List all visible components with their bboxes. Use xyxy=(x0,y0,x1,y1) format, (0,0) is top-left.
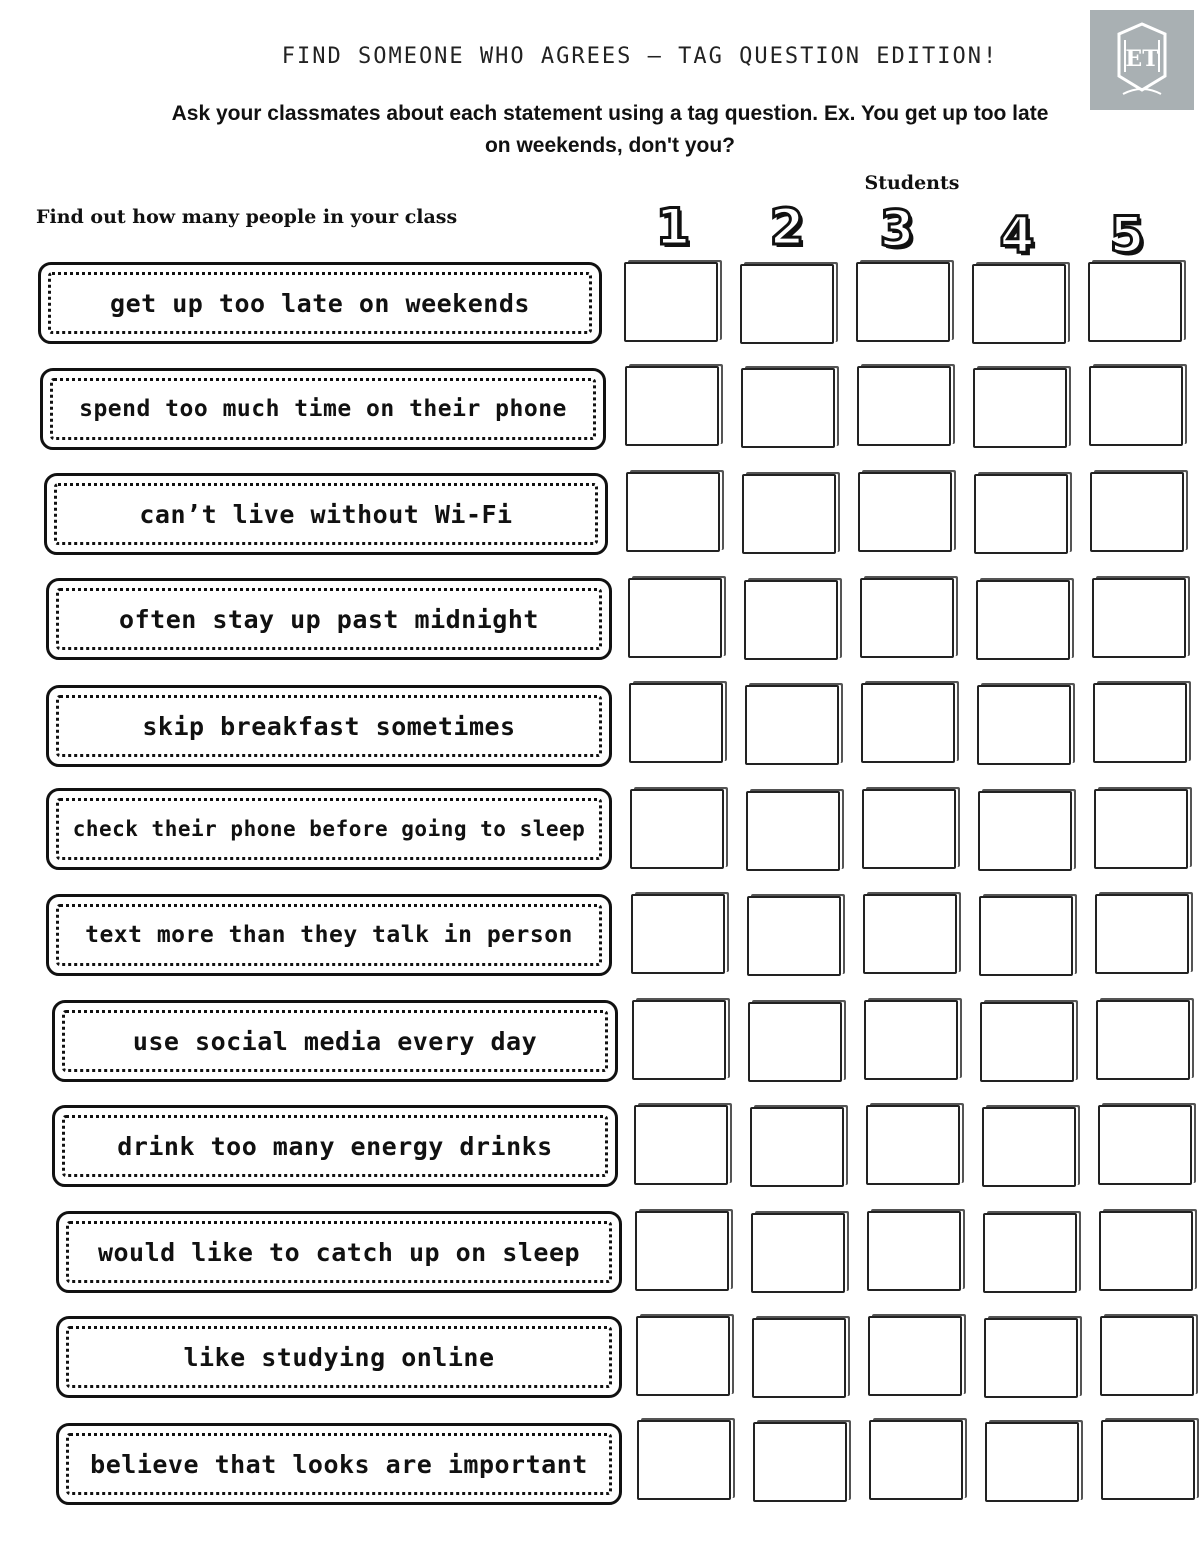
tally-box-r9-c3[interactable] xyxy=(866,1105,960,1185)
tally-box-r7-c2[interactable] xyxy=(747,896,841,976)
tally-box-r9-c5[interactable] xyxy=(1098,1105,1192,1185)
tally-box-r5-c4[interactable] xyxy=(977,685,1071,765)
statement-text: check their phone before going to sleep xyxy=(56,798,602,860)
tally-box-r8-c3[interactable] xyxy=(864,1000,958,1080)
tally-box-r11-c1[interactable] xyxy=(636,1316,730,1396)
tally-box-r7-c4[interactable] xyxy=(979,896,1073,976)
tally-box-r12-c4[interactable] xyxy=(985,1422,1079,1502)
tally-box-r3-c2[interactable] xyxy=(742,474,836,554)
logo xyxy=(1090,10,1194,110)
tally-box-r6-c5[interactable] xyxy=(1094,789,1188,869)
tally-box-r3-c3[interactable] xyxy=(858,472,952,552)
statement-text: get up too late on weekends xyxy=(48,272,592,334)
tally-box-r11-c5[interactable] xyxy=(1100,1316,1194,1396)
instructions: Ask your classmates about each statement using a tag question. Ex. You get up too late on weekends, don't you? xyxy=(171,102,1049,157)
book-logo-icon xyxy=(1107,20,1177,100)
find-out-label: Find out how many people in your class xyxy=(36,206,458,228)
tally-box-r5-c3[interactable] xyxy=(861,683,955,763)
tally-box-r2-c5[interactable] xyxy=(1089,366,1183,446)
column-number-5: 5 xyxy=(1109,206,1145,264)
statement-text: would like to catch up on sleep xyxy=(66,1221,612,1283)
tally-box-r3-c4[interactable] xyxy=(974,474,1068,554)
tally-box-r2-c3[interactable] xyxy=(857,366,951,446)
tally-box-r8-c5[interactable] xyxy=(1096,1000,1190,1080)
tally-box-r4-c4[interactable] xyxy=(976,580,1070,660)
tally-box-r5-c5[interactable] xyxy=(1093,683,1187,763)
tally-box-r4-c1[interactable] xyxy=(628,578,722,658)
statement-text: spend too much time on their phone xyxy=(50,378,596,440)
tally-box-r10-c5[interactable] xyxy=(1099,1211,1193,1291)
tally-box-r4-c5[interactable] xyxy=(1092,578,1186,658)
statement-text: text more than they talk in person xyxy=(56,904,602,966)
statement-row-2 xyxy=(40,368,606,450)
column-number-2: 2 xyxy=(769,198,805,256)
statement-text: believe that looks are important xyxy=(66,1433,612,1495)
statement-text: like studying online xyxy=(66,1326,612,1388)
statement-row-6 xyxy=(46,788,612,870)
tally-box-r8-c4[interactable] xyxy=(980,1002,1074,1082)
tally-box-r9-c2[interactable] xyxy=(750,1107,844,1187)
statement-row-10 xyxy=(56,1211,622,1293)
tally-box-r1-c5[interactable] xyxy=(1088,262,1182,342)
statement-row-4 xyxy=(46,578,612,660)
tally-box-r7-c5[interactable] xyxy=(1095,894,1189,974)
statement-row-7 xyxy=(46,894,612,976)
tally-box-r11-c2[interactable] xyxy=(752,1318,846,1398)
tally-box-r6-c3[interactable] xyxy=(862,789,956,869)
tally-box-r4-c3[interactable] xyxy=(860,578,954,658)
tally-box-r7-c3[interactable] xyxy=(863,894,957,974)
tally-box-r9-c1[interactable] xyxy=(634,1105,728,1185)
tally-box-r9-c4[interactable] xyxy=(982,1107,1076,1187)
statement-row-1 xyxy=(38,262,602,344)
tally-box-r5-c1[interactable] xyxy=(629,683,723,763)
statement-text: use social media every day xyxy=(62,1010,608,1072)
tally-box-r12-c5[interactable] xyxy=(1101,1420,1195,1500)
tally-box-r12-c3[interactable] xyxy=(869,1420,963,1500)
tally-box-r12-c1[interactable] xyxy=(637,1420,731,1500)
tally-box-r2-c2[interactable] xyxy=(741,368,835,448)
statement-row-5 xyxy=(46,685,612,767)
tally-box-r11-c3[interactable] xyxy=(868,1316,962,1396)
tally-box-r10-c4[interactable] xyxy=(983,1213,1077,1293)
tally-box-r3-c5[interactable] xyxy=(1090,472,1184,552)
tally-box-r8-c2[interactable] xyxy=(748,1002,842,1082)
tally-box-r1-c1[interactable] xyxy=(624,262,718,342)
tally-box-r10-c1[interactable] xyxy=(635,1211,729,1291)
tally-box-r4-c2[interactable] xyxy=(744,580,838,660)
worksheet-title: FIND SOMEONE WHO AGREES – TAG QUESTION EDITION! xyxy=(281,44,999,69)
column-number-1: 1 xyxy=(655,198,691,256)
tally-box-r10-c3[interactable] xyxy=(867,1211,961,1291)
statement-row-8 xyxy=(52,1000,618,1082)
students-label: Students xyxy=(864,172,960,194)
statement-text: skip breakfast sometimes xyxy=(56,695,602,757)
tally-box-r6-c4[interactable] xyxy=(978,791,1072,871)
statement-row-11 xyxy=(56,1316,622,1398)
statement-row-12 xyxy=(56,1423,622,1505)
tally-box-r2-c4[interactable] xyxy=(973,368,1067,448)
tally-box-r7-c1[interactable] xyxy=(631,894,725,974)
tally-box-r3-c1[interactable] xyxy=(626,472,720,552)
tally-box-r8-c1[interactable] xyxy=(632,1000,726,1080)
tally-box-r6-c1[interactable] xyxy=(630,789,724,869)
statement-row-9 xyxy=(52,1105,618,1187)
tally-box-r1-c2[interactable] xyxy=(740,264,834,344)
tally-box-r12-c2[interactable] xyxy=(753,1422,847,1502)
tally-box-r1-c4[interactable] xyxy=(972,264,1066,344)
tally-box-r11-c4[interactable] xyxy=(984,1318,1078,1398)
tally-box-r6-c2[interactable] xyxy=(746,791,840,871)
statement-text: can’t live without Wi-Fi xyxy=(54,483,598,545)
tally-box-r5-c2[interactable] xyxy=(745,685,839,765)
column-number-4: 4 xyxy=(999,206,1035,264)
tally-box-r2-c1[interactable] xyxy=(625,366,719,446)
logo-text: ET xyxy=(1125,46,1159,72)
statement-text: often stay up past midnight xyxy=(56,588,602,650)
tally-box-r10-c2[interactable] xyxy=(751,1213,845,1293)
column-number-3: 3 xyxy=(879,200,915,258)
statement-text: drink too many energy drinks xyxy=(62,1115,608,1177)
tally-box-r1-c3[interactable] xyxy=(856,262,950,342)
statement-row-3 xyxy=(44,473,608,555)
